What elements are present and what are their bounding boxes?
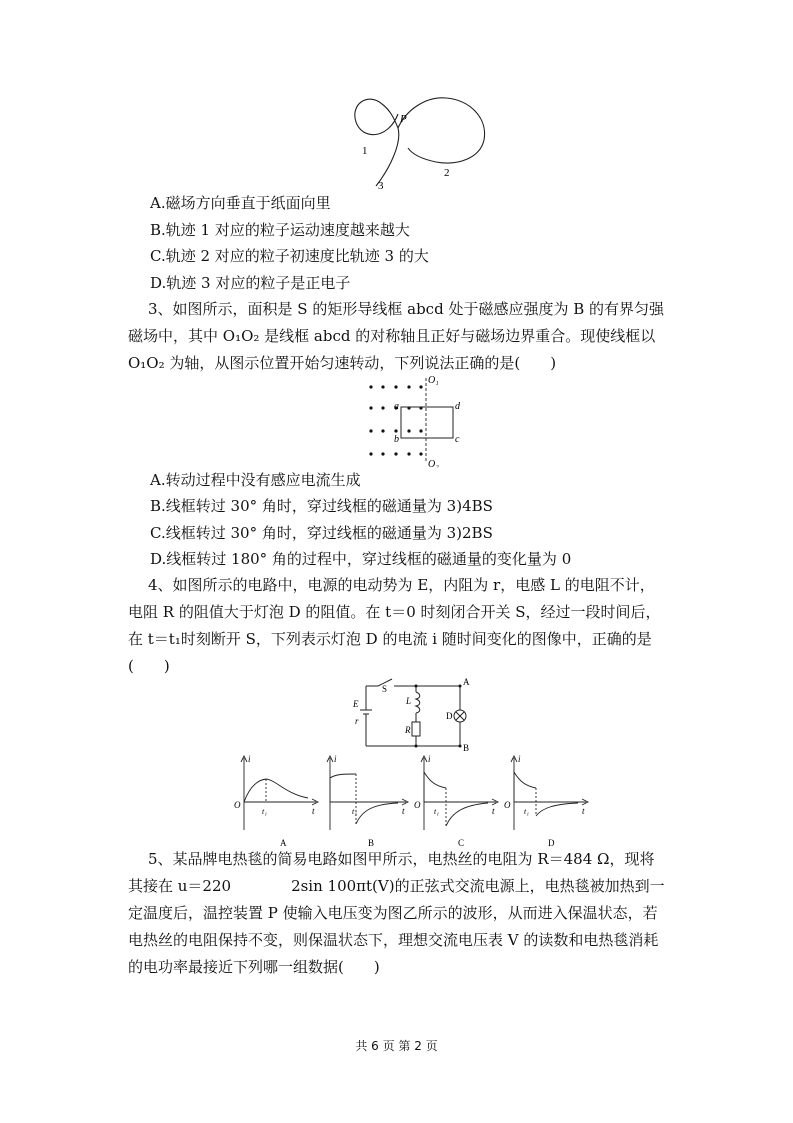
graph-c (412, 752, 502, 848)
label-e: E (353, 699, 359, 709)
circuit-diagram (352, 674, 482, 752)
label-r-internal: r (355, 716, 359, 726)
field-dots (369, 385, 422, 455)
graphs-row (232, 752, 592, 848)
svg-text:t₁: t₁ (524, 807, 530, 816)
svg-text:i: i (248, 754, 251, 764)
graph-caption-c: C (458, 838, 465, 848)
q5-stem-part1: 5、某品牌电热毯的简易电路如图甲所示，电热丝的电阻为 R＝484 Ω，现将其接在 u＝220 (128, 850, 655, 895)
label-c: c (455, 434, 460, 445)
graph-d (502, 752, 592, 848)
graph-b (322, 752, 412, 848)
svg-text:t: t (582, 806, 585, 816)
label-s: S (382, 684, 388, 694)
q5-stem-part2: 2sin 100πt(V)的正弦式交流电源上，电热毯被加热到一定温度后，温控装置 P 使输入电压变为图乙所示的波形，从而进入保温状态，若电热丝的电阻保持不变，则保温状态下，理想交流电压表 V 的读数和电热毯消耗的电功率最接近下列哪一组数据( ) (128, 877, 665, 976)
q2-option-c: C.轨迹 2 对应的粒子初速度比轨迹 3 的大 (150, 247, 429, 265)
graph-caption-d: D (548, 838, 555, 848)
label-p: P (400, 113, 407, 125)
q3-option-c: C.线框转过 30° 角时，穿过线框的磁通量为 3)2BS (150, 524, 493, 542)
svg-text:i: i (334, 754, 337, 764)
q2-option-a: A.磁场方向垂直于纸面向里 (150, 194, 331, 212)
svg-text:t₁: t₁ (262, 807, 268, 816)
label-d: D (446, 711, 453, 721)
label-b: b (394, 434, 399, 445)
graph-caption-b: B (368, 838, 375, 848)
q5-stem (128, 846, 668, 981)
q3-option-a: A.转动过程中没有感应电流生成 (150, 471, 361, 489)
q2-option-b: B.轨迹 1 对应的粒子运动速度越来越大 (150, 221, 410, 239)
svg-text:t₁: t₁ (434, 807, 440, 816)
q3-option-d: D.线框转过 180° 角的过程中，穿过线框的磁通量的变化量为 0 (150, 550, 572, 568)
trajectory-2 (398, 98, 485, 163)
page-footer: 共 6 页 第 2 页 (355, 1039, 438, 1053)
svg-text:i: i (428, 754, 431, 764)
svg-text:O: O (504, 800, 511, 810)
q4-stem: 4、如图所示的电路中，电源的电动势为 E，内阻为 r，电感 L 的电阻不计，电阻 R 的阻值大于灯泡 D 的阻值。在 t＝0 时刻闭合开关 S，经过一段时间后，在 t＝t₁时刻断开 S，下列表示灯泡 D 的电流 i 随时间变化的图像中，正确的是( ) (128, 576, 661, 675)
label-d: d (455, 401, 460, 412)
label-r: R (405, 725, 411, 735)
inductor-l (416, 692, 420, 713)
q3-stem: 3、如图所示，面积是 S 的矩形导线框 abcd 处于磁感应强度为 B 的有界匀强磁场中，其中 O₁O₂ 是线框 abcd 的对称轴且正好与磁场边界重合。现使线框以 O₁O₂ 为轴，从图示位置开始匀速转动，下列说法正确的是( ) (128, 300, 665, 372)
label-node-a: A (463, 677, 470, 687)
label-node-b: B (463, 743, 470, 752)
svg-text:t₁: t₁ (352, 807, 358, 816)
q2-option-d: D.轨迹 3 对应的粒子是正电子 (150, 274, 351, 292)
label-3: 3 (378, 180, 384, 192)
coil-abcd (401, 407, 453, 438)
svg-text:O: O (414, 800, 421, 810)
svg-text:t: t (312, 806, 315, 816)
label-l: L (406, 696, 412, 706)
q3-option-b: B.线框转过 30° 角时，穿过线框的磁通量为 3)4BS (150, 497, 493, 515)
label-o2: O₂ (428, 459, 439, 468)
svg-text:t: t (492, 806, 495, 816)
svg-text:t: t (402, 806, 405, 816)
label-2: 2 (444, 167, 450, 179)
particle-trajectory-figure (340, 88, 500, 193)
label-o1: O₁ (428, 375, 439, 386)
resistor-r (412, 722, 420, 736)
graph-a (232, 752, 322, 848)
trajectory-1 (355, 99, 399, 186)
svg-text:i: i (518, 754, 521, 764)
graph-caption-a: A (280, 838, 287, 848)
label-a: a (394, 401, 399, 412)
svg-text:O: O (234, 800, 241, 810)
coil-field-figure (360, 374, 470, 468)
label-1: 1 (362, 145, 368, 157)
